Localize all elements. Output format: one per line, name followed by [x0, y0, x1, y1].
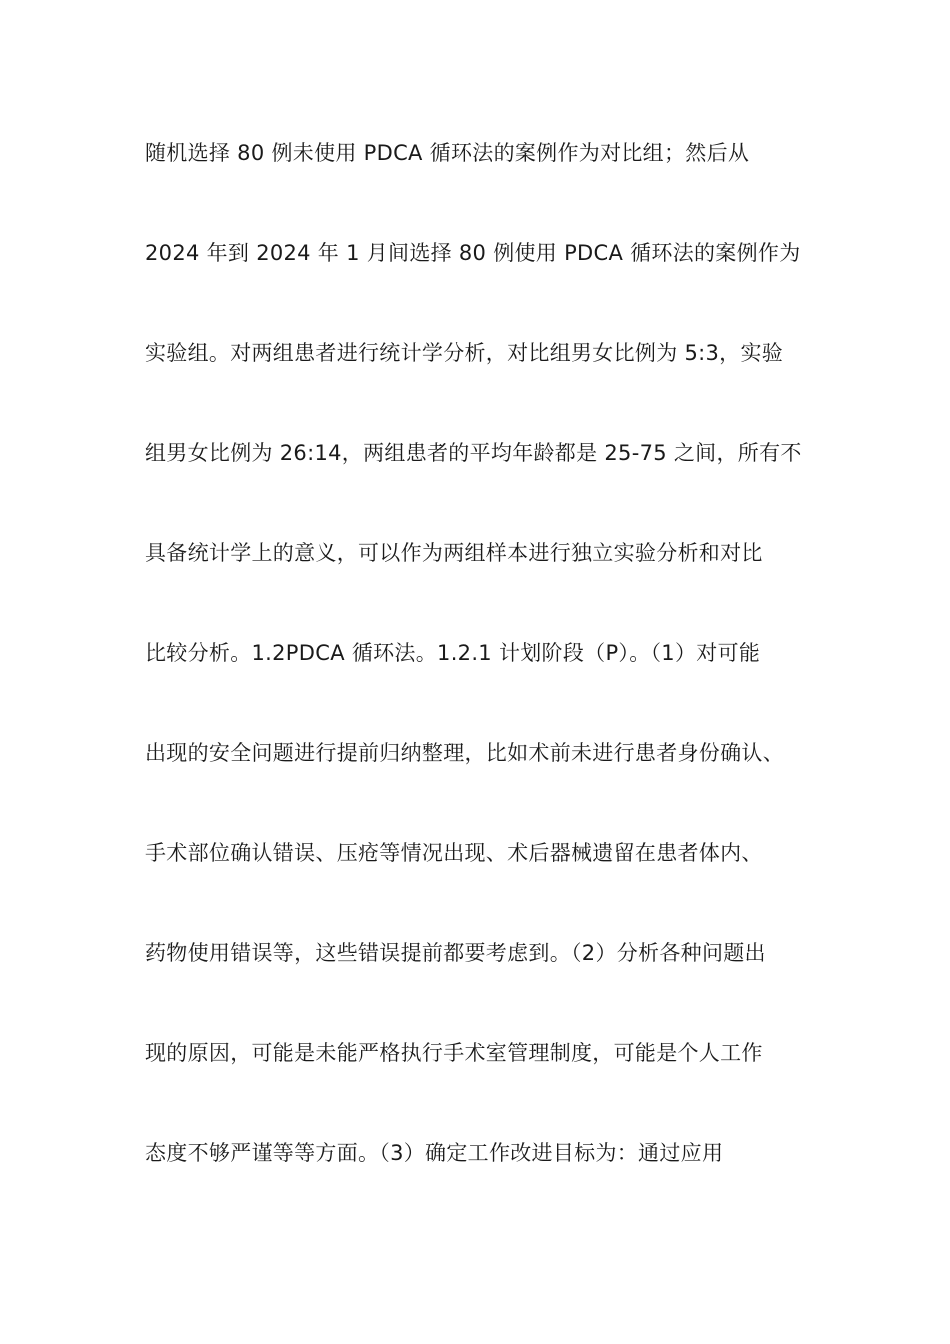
text-line: 随机选择 80 例未使用 PDCA 循环法的案例作为对比组；然后从 [145, 141, 750, 165]
text-line: 比较分析。1.2PDCA 循环法。1.2.1 计划阶段（P）。（1）对可能 [145, 641, 761, 665]
text-line: 药物使用错误等，这些错误提前都要考虑到。（2）分析各种问题出 [145, 941, 766, 965]
text-line: 实验组。对两组患者进行统计学分析，对比组男女比例为 5:3，实验 [145, 341, 784, 365]
text-line: 出现的安全问题进行提前归纳整理，比如术前未进行患者身份确认、 [145, 741, 784, 765]
text-line: 手术部位确认错误、压疮等情况出现、术后器械遗留在患者体内、 [145, 841, 763, 865]
text-line: 组男女比例为 26:14，两组患者的平均年龄都是 25-75 之间，所有不 [145, 441, 802, 465]
text-line: 2024 年到 2024 年 1 月间选择 80 例使用 PDCA 循环法的案例作为 [145, 241, 801, 265]
text-line: 现的原因，可能是未能严格执行手术室管理制度，可能是个人工作 [145, 1041, 763, 1065]
body-text [145, 132, 815, 1232]
text-line: 具备统计学上的意义，可以作为两组样本进行独立实验分析和对比 [145, 541, 763, 565]
text-line: 态度不够严谨等等方面。（3）确定工作改进目标为：通过应用 [145, 1141, 724, 1165]
